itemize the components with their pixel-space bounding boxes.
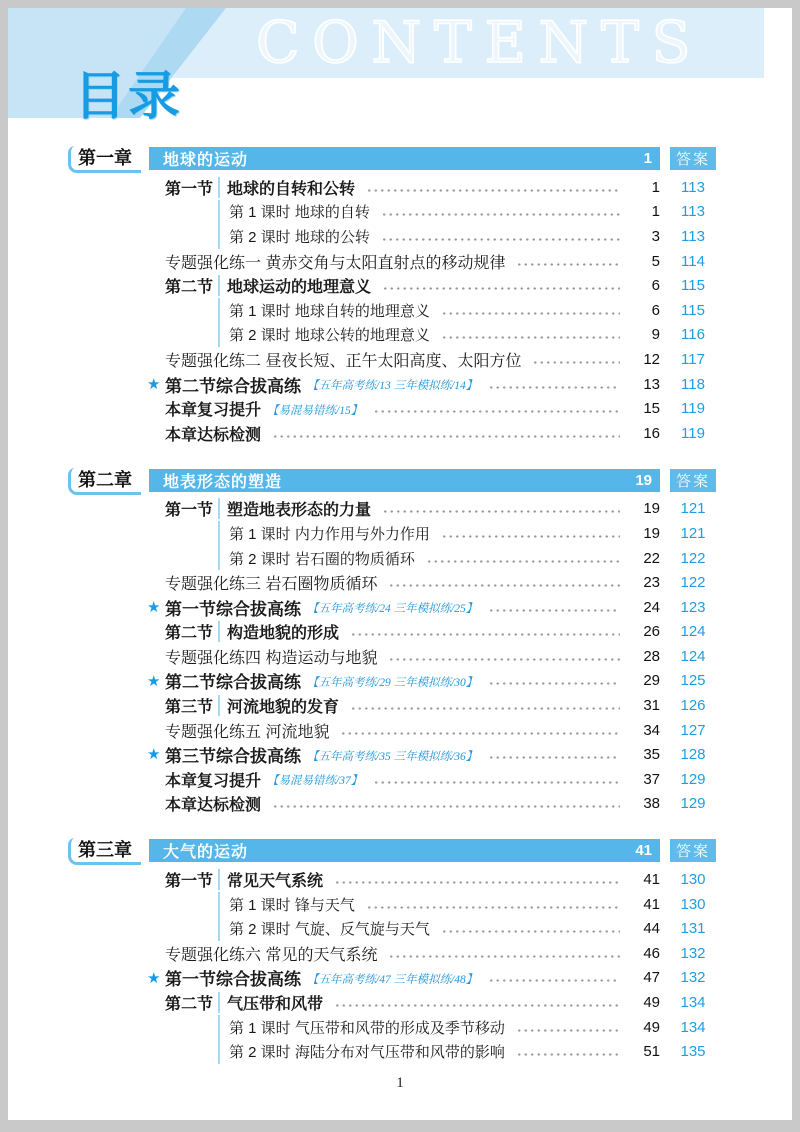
entry-title: 第 2 课时 海陆分布对气压带和风带的影响	[229, 1044, 505, 1062]
answers-label: 答案	[670, 839, 716, 862]
section-label: 第二节	[165, 279, 214, 297]
dot-leader	[270, 433, 620, 440]
entry-title: 专题强化练二 昼夜长短、正午太阳高度、太阳方位	[165, 352, 522, 370]
page-number: 16	[643, 424, 660, 442]
star-icon: ★	[147, 375, 161, 393]
toc-row	[68, 595, 716, 620]
dot-leader	[514, 1027, 620, 1034]
chapter-label: 第一章	[68, 146, 141, 173]
toc-row	[68, 792, 716, 817]
entry-title: 专题强化练六 常见的天气系统	[165, 946, 378, 964]
answer-page-number: 119	[681, 424, 705, 442]
lesson-wrap	[218, 323, 626, 348]
page-number: 22	[643, 549, 660, 567]
page-number: 6	[651, 277, 660, 295]
practice-note: 【易混易错练/15】	[267, 404, 363, 417]
answer-page-number: 131	[680, 920, 706, 938]
entry-title: 专题强化练四 构造运动与地貌	[165, 649, 378, 667]
toc-row	[68, 892, 716, 917]
page-number: 24	[643, 598, 660, 616]
section-title-wrap	[218, 621, 339, 642]
section-title-wrap	[218, 869, 323, 890]
answer-page-number: 124	[680, 647, 706, 665]
lesson-wrap	[218, 892, 626, 917]
chapter-title-bar	[149, 469, 660, 492]
lesson-wrap	[218, 224, 626, 249]
chapter-header	[68, 838, 716, 862]
toc-row	[68, 693, 716, 718]
entry-title: 河流地貌的发育	[227, 699, 340, 717]
toc-row	[68, 718, 716, 743]
entry-title: 本章达标检测	[165, 797, 262, 815]
entry-title: 第 2 课时 地球公转的地理意义	[229, 327, 430, 345]
chapter-title: 大气的运动	[163, 844, 249, 862]
table-of-contents	[68, 126, 716, 1064]
answer-page-number: 128	[680, 746, 706, 764]
dot-leader	[380, 285, 620, 292]
page-number: 44	[643, 920, 660, 938]
chapter-block	[68, 468, 716, 817]
entry-title: 第 1 课时 地球自转的地理意义	[229, 302, 430, 320]
star-icon: ★	[147, 746, 161, 764]
page-number: 41	[643, 895, 660, 913]
entry-title: 本章达标检测	[165, 426, 262, 444]
entry-title: 第一节综合拔高练	[165, 599, 301, 619]
lesson-wrap	[218, 546, 626, 571]
answer-page-number: 132	[680, 944, 706, 962]
answers-label: 答案	[670, 469, 716, 492]
practice-note: 【五年高考练/24 三年模拟练/25】	[307, 603, 478, 616]
dot-leader	[514, 261, 620, 268]
dot-leader	[386, 656, 620, 663]
chapter-label: 第二章	[68, 468, 141, 495]
dot-leader	[439, 928, 620, 935]
page-number: 47	[643, 969, 660, 987]
answer-page-number: 116	[681, 326, 705, 344]
chapter-rows	[68, 175, 716, 446]
dot-leader	[486, 977, 620, 984]
dot-leader	[386, 582, 620, 589]
lesson-wrap	[218, 1015, 626, 1040]
entry-title: 气压带和风带	[227, 996, 324, 1014]
answer-page-number: 124	[680, 623, 706, 641]
dot-leader	[380, 508, 620, 515]
dot-leader	[379, 236, 620, 243]
toc-row	[68, 644, 716, 669]
page-number: 1	[651, 203, 660, 221]
contents-watermark: CONTENTS	[256, 10, 704, 76]
page-number: 37	[643, 770, 660, 788]
chapter-page-number: 19	[635, 471, 652, 489]
answer-page-number: 125	[680, 672, 706, 690]
dot-leader	[348, 631, 620, 638]
page-number: 3	[651, 227, 660, 245]
page-number: 49	[643, 1018, 660, 1036]
dot-leader	[486, 607, 620, 614]
answer-page-number: 115	[681, 301, 705, 319]
page-number: 29	[643, 672, 660, 690]
toc-row	[68, 1039, 716, 1064]
toc-row	[68, 298, 716, 323]
lesson-wrap	[218, 200, 626, 225]
page-number: 6	[651, 301, 660, 319]
answer-page-number: 134	[680, 1018, 706, 1036]
toc-row	[68, 175, 716, 200]
dot-leader	[364, 904, 620, 911]
chapter-page-number: 1	[643, 150, 652, 167]
page-number: 12	[643, 350, 660, 368]
answer-page-number: 122	[680, 549, 706, 567]
entry-title: 第 2 课时 地球的公转	[229, 228, 370, 246]
toc-row	[68, 224, 716, 249]
chapter-header	[68, 146, 716, 170]
dot-leader	[424, 558, 620, 565]
practice-note: 【易混易错练/37】	[267, 775, 363, 788]
dot-leader	[486, 384, 620, 391]
toc-row	[68, 867, 716, 892]
dot-leader	[332, 879, 620, 886]
answer-page-number: 113	[681, 227, 705, 245]
page-number: 34	[643, 721, 660, 739]
page-header	[8, 8, 792, 126]
chapter-label: 第三章	[68, 838, 141, 865]
practice-note: 【五年高考练/13 三年模拟练/14】	[307, 380, 478, 393]
page-number: 46	[643, 944, 660, 962]
page-number: 19	[643, 524, 660, 542]
dot-leader	[371, 779, 620, 786]
entry-title: 第一节综合拔高练	[165, 970, 301, 990]
chapter-title-bar	[149, 147, 660, 170]
practice-note: 【五年高考练/29 三年模拟练/30】	[307, 676, 478, 689]
lesson-wrap	[218, 521, 626, 546]
entry-title: 专题强化练一 黄赤交角与太阳直射点的移动规律	[165, 254, 506, 272]
chapter-title: 地球的运动	[163, 152, 249, 169]
answer-page-number: 118	[681, 375, 705, 393]
toc-row	[68, 990, 716, 1015]
toc-row	[68, 966, 716, 991]
page-number: 1	[651, 178, 660, 196]
page-number: 35	[643, 746, 660, 764]
answer-page-number: 117	[681, 350, 705, 368]
entry-title: 第 2 课时 气旋、反气旋与天气	[229, 921, 430, 939]
answer-page-number: 113	[681, 178, 705, 196]
dot-leader	[439, 334, 620, 341]
dot-leader	[371, 408, 620, 415]
answer-page-number: 127	[680, 721, 706, 739]
chapter-title: 地表形态的塑造	[163, 473, 283, 491]
answers-label: 答案	[670, 147, 716, 170]
answer-page-number: 114	[681, 252, 705, 270]
answer-page-number: 134	[680, 994, 706, 1012]
page-number: 41	[643, 871, 660, 889]
entry-title: 第 1 课时 内力作用与外力作用	[229, 525, 430, 543]
star-icon: ★	[147, 969, 161, 987]
toc-row	[68, 347, 716, 372]
chapter-header	[68, 468, 716, 492]
entry-title: 第三节综合拔高练	[165, 747, 301, 767]
footer-page-number: 1	[396, 1075, 404, 1091]
section-label: 第三节	[165, 699, 214, 717]
page-number: 28	[643, 647, 660, 665]
page-number: 26	[643, 623, 660, 641]
chapter-block	[68, 838, 716, 1064]
dot-leader	[348, 705, 620, 712]
lesson-wrap	[218, 1039, 626, 1064]
section-label: 第一节	[165, 873, 214, 891]
dot-leader	[379, 211, 620, 218]
entry-title: 地球运动的地理意义	[227, 279, 372, 297]
answer-page-number: 121	[680, 524, 706, 542]
page-number: 13	[643, 375, 660, 393]
section-title-wrap	[218, 695, 339, 716]
chapter-rows	[68, 497, 716, 817]
section-label: 第一节	[165, 180, 214, 198]
entry-title: 地球的自转和公转	[227, 180, 356, 198]
section-title-wrap	[218, 275, 371, 296]
toc-row	[68, 396, 716, 421]
dot-leader	[270, 803, 620, 810]
page-number: 49	[643, 994, 660, 1012]
dot-leader	[386, 953, 620, 960]
toc-row	[68, 669, 716, 694]
toc-row	[68, 521, 716, 546]
chapter-block	[68, 146, 716, 446]
entry-title: 第二节综合拔高练	[165, 376, 301, 396]
dot-leader	[514, 1051, 620, 1058]
entry-title: 本章复习提升	[165, 402, 262, 420]
page-number: 38	[643, 795, 660, 813]
toc-row	[68, 916, 716, 941]
dot-leader	[486, 680, 620, 687]
toc-row	[68, 546, 716, 571]
page-number: 9	[651, 326, 660, 344]
answer-page-number: 119	[681, 400, 705, 418]
dot-leader	[364, 187, 620, 194]
chapter-rows	[68, 867, 716, 1064]
answer-page-number: 121	[680, 500, 706, 518]
answer-page-number: 129	[680, 795, 706, 813]
entry-title: 第 1 课时 地球的自转	[229, 204, 370, 222]
lesson-wrap	[218, 298, 626, 323]
page-number: 31	[643, 697, 660, 715]
section-label: 第二节	[165, 625, 214, 643]
toc-row	[68, 620, 716, 645]
lesson-wrap	[218, 916, 626, 941]
section-title-wrap	[218, 498, 371, 519]
practice-note: 【五年高考练/35 三年模拟练/36】	[307, 750, 478, 763]
entry-title: 第二节综合拔高练	[165, 673, 301, 693]
toc-row	[68, 1015, 716, 1040]
book-page	[8, 8, 792, 1120]
chapter-title-bar	[149, 839, 660, 862]
dot-leader	[486, 754, 620, 761]
toc-row	[68, 323, 716, 348]
page-number: 23	[643, 574, 660, 592]
page-number: 5	[651, 252, 660, 270]
toc-row	[68, 273, 716, 298]
entry-title: 第 1 课时 气压带和风带的形成及季节移动	[229, 1019, 505, 1037]
entry-title: 专题强化练五 河流地貌	[165, 723, 330, 741]
toc-row	[68, 941, 716, 966]
entry-title: 常见天气系统	[227, 873, 324, 891]
answer-page-number: 123	[680, 598, 706, 616]
answer-page-number: 130	[680, 871, 706, 889]
toc-row	[68, 249, 716, 274]
answer-page-number: 122	[680, 574, 706, 592]
section-title-wrap	[218, 177, 355, 198]
practice-note: 【五年高考练/47 三年模拟练/48】	[307, 973, 478, 986]
answer-page-number: 135	[680, 1043, 706, 1061]
answer-page-number: 130	[680, 895, 706, 913]
dot-leader	[338, 730, 620, 737]
entry-title: 第 2 课时 岩石圈的物质循环	[229, 550, 415, 568]
toc-row	[68, 200, 716, 225]
section-label: 第二节	[165, 996, 214, 1014]
page-number: 51	[643, 1043, 660, 1061]
entry-title: 塑造地表形态的力量	[227, 502, 372, 520]
section-title-wrap	[218, 992, 323, 1013]
dot-leader	[332, 1002, 620, 1009]
dot-leader	[530, 359, 620, 366]
section-label: 第一节	[165, 502, 214, 520]
page-title: 目录	[74, 68, 183, 126]
entry-title: 第 1 课时 锋与天气	[229, 896, 355, 914]
toc-row	[68, 570, 716, 595]
toc-row	[68, 372, 716, 397]
toc-row	[68, 767, 716, 792]
chapter-page-number: 41	[635, 842, 652, 860]
dot-leader	[439, 310, 620, 317]
answer-page-number: 115	[681, 277, 705, 295]
answer-page-number: 113	[681, 203, 705, 221]
entry-title: 本章复习提升	[165, 772, 262, 790]
toc-row	[68, 421, 716, 446]
entry-title: 构造地貌的形成	[227, 625, 340, 643]
entry-title: 专题强化练三 岩石圈物质循环	[165, 576, 378, 594]
answer-page-number: 126	[680, 697, 706, 715]
answer-page-number: 129	[680, 770, 706, 788]
page-number: 19	[643, 500, 660, 518]
star-icon: ★	[147, 672, 161, 690]
toc-row	[68, 742, 716, 767]
star-icon: ★	[147, 598, 161, 616]
answer-page-number: 132	[680, 969, 706, 987]
toc-row	[68, 497, 716, 522]
page-number: 15	[643, 400, 660, 418]
dot-leader	[439, 533, 620, 540]
